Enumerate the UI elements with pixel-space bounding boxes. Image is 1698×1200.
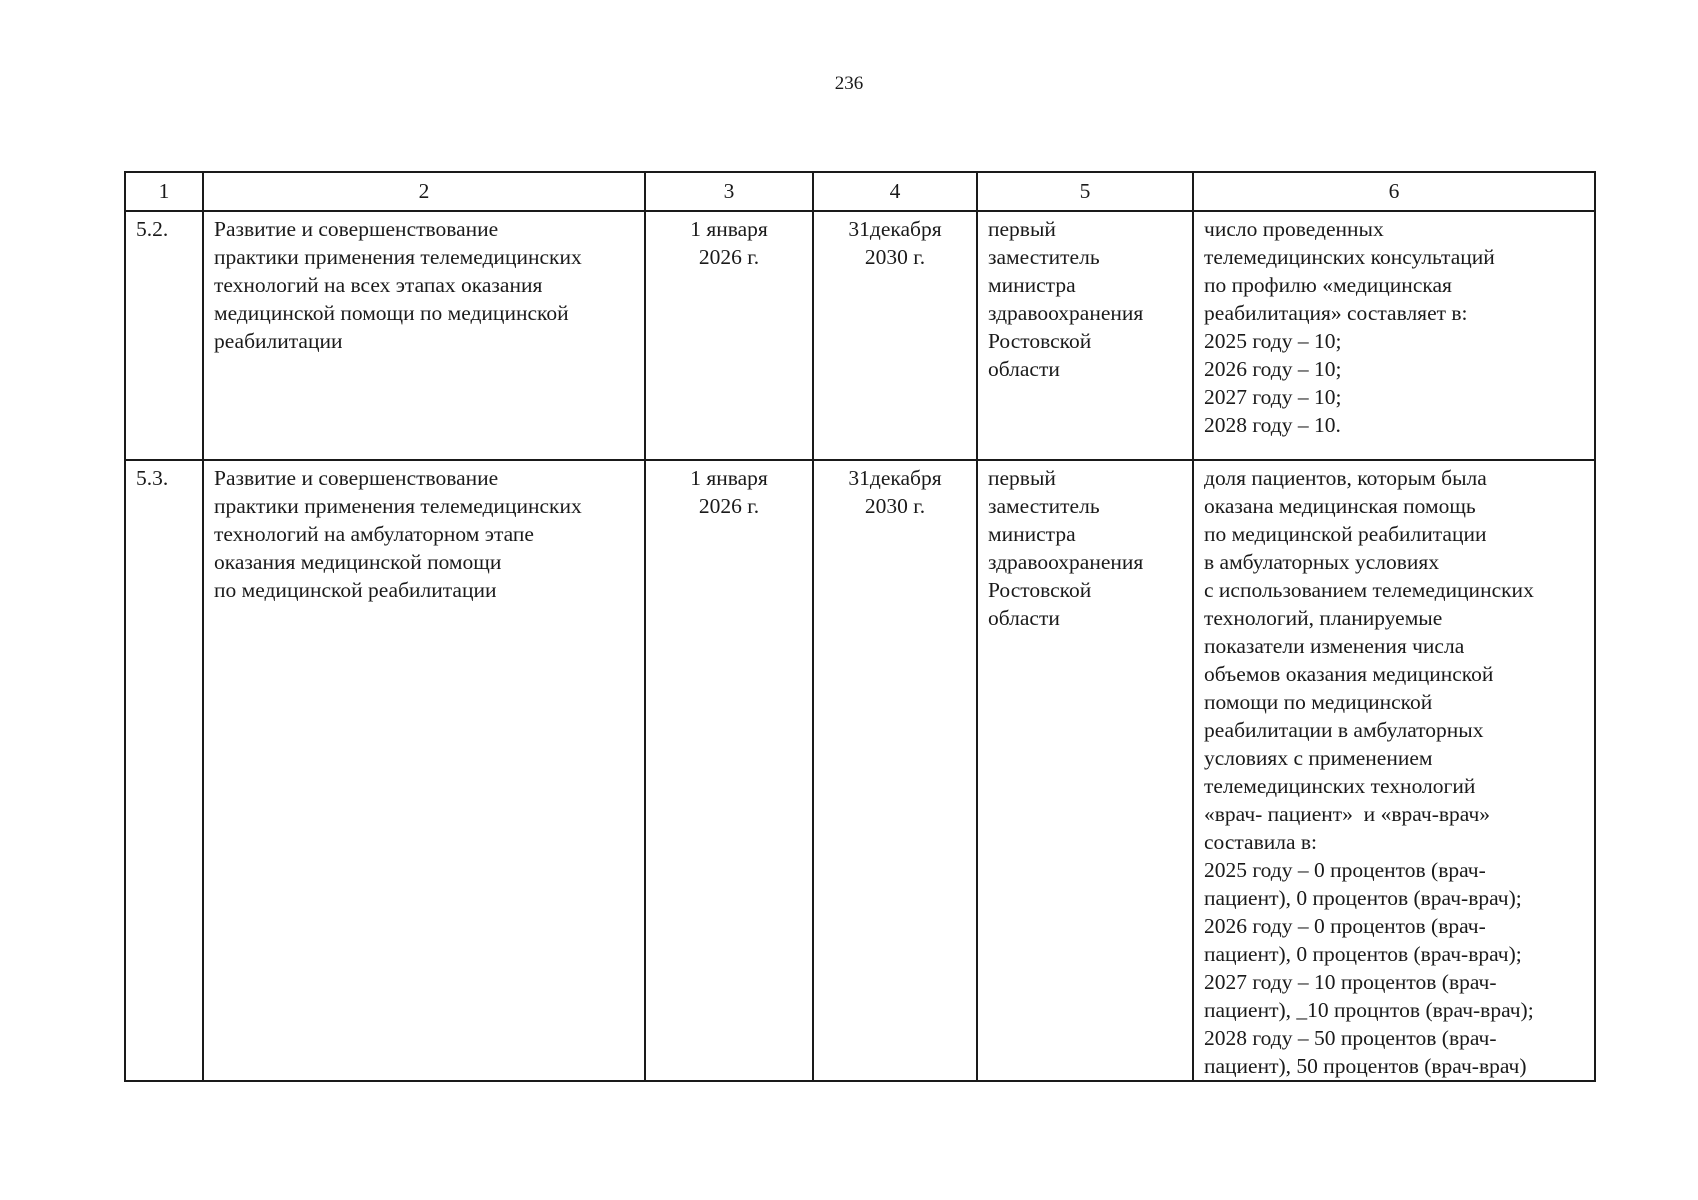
result-line: условиях с применением	[1204, 746, 1433, 770]
responsible-line: первый	[988, 466, 1056, 490]
result-line: оказана медицинская помощь	[1204, 494, 1476, 518]
column-number-5: 5	[977, 172, 1193, 211]
responsible-line: Ростовской	[988, 578, 1092, 602]
activity-line: технологий на всех этапах оказания	[214, 273, 543, 297]
result-line: показатели изменения числа	[1204, 634, 1465, 658]
responsible-line: министра	[988, 522, 1076, 546]
responsible-line: Ростовской	[988, 329, 1092, 353]
responsible-line: заместитель	[988, 245, 1100, 269]
table-row-5-3	[125, 460, 1595, 1081]
start-date-line: 1 января	[690, 217, 768, 241]
column-number-row	[125, 172, 1595, 211]
activity-line: по медицинской реабилитации	[214, 578, 497, 602]
row-number-cell: 5.3.	[125, 460, 203, 1081]
responsible-line: области	[988, 606, 1060, 630]
result-line: 2028 году – 10.	[1204, 413, 1341, 437]
result-line: помощи по медицинской	[1204, 690, 1433, 714]
table-row-5-2	[125, 211, 1595, 460]
result-line: 2027 году – 10;	[1204, 385, 1342, 409]
column-number-3: 3	[645, 172, 813, 211]
result-line: число проведенных	[1204, 217, 1384, 241]
responsible-cell	[977, 460, 1193, 1081]
start-date-cell	[645, 211, 813, 460]
responsible-line: здравоохранения	[988, 301, 1144, 325]
column-number-1: 1	[125, 172, 203, 211]
activity-line: Развитие и совершенствование	[214, 217, 499, 241]
column-number-6: 6	[1193, 172, 1595, 211]
responsible-line: заместитель	[988, 494, 1100, 518]
activity-line: практики применения телемедицинских	[214, 494, 582, 518]
result-line: доля пациентов, которым была	[1204, 466, 1487, 490]
start-date-line: 2026 г.	[698, 245, 760, 269]
result-line: пациент), 50 процентов (врач-врач)	[1204, 1054, 1527, 1078]
column-number-2: 2	[203, 172, 645, 211]
activity-cell	[203, 460, 645, 1081]
result-line: 2025 году – 10;	[1204, 329, 1342, 353]
end-date-line: 2030 г.	[864, 494, 926, 518]
result-line: в амбулаторных условиях	[1204, 550, 1440, 574]
result-line: 2025 году – 0 процентов (врач-	[1204, 858, 1486, 882]
end-date-line: 2030 г.	[864, 245, 926, 269]
result-line: пациент), _10 процнтов (врач-врач);	[1204, 998, 1534, 1022]
plan-table	[124, 171, 1596, 1082]
end-date-line: 31декабря	[848, 466, 942, 490]
row-number-cell: 5.2.	[125, 211, 203, 460]
start-date-line: 1 января	[690, 466, 768, 490]
result-line: 2026 году – 10;	[1204, 357, 1342, 381]
result-line: 2027 году – 10 процентов (врач-	[1204, 970, 1497, 994]
activity-line: Развитие и совершенствование	[214, 466, 499, 490]
column-number-4: 4	[813, 172, 977, 211]
activity-cell	[203, 211, 645, 460]
activity-line: реабилитации	[214, 329, 343, 353]
result-line: телемедицинских технологий	[1204, 774, 1476, 798]
result-line: 2028 году – 50 процентов (врач-	[1204, 1026, 1497, 1050]
activity-line: практики применения телемедицинских	[214, 245, 582, 269]
result-cell	[1193, 460, 1595, 1081]
result-line: по профилю «медицинская	[1204, 273, 1452, 297]
result-line: телемедицинских консультаций	[1204, 245, 1495, 269]
result-line: реабилитация» составляет в:	[1204, 301, 1468, 325]
result-cell	[1193, 211, 1595, 460]
responsible-line: области	[988, 357, 1060, 381]
responsible-line: здравоохранения	[988, 550, 1144, 574]
start-date-cell	[645, 460, 813, 1081]
activity-line: технологий на амбулаторном этапе	[214, 522, 534, 546]
responsible-cell	[977, 211, 1193, 460]
end-date-cell	[813, 211, 977, 460]
end-date-line: 31декабря	[848, 217, 942, 241]
result-line: составила в:	[1204, 830, 1318, 854]
end-date-cell	[813, 460, 977, 1081]
result-line: реабилитации в амбулаторных	[1204, 718, 1484, 742]
result-line: пациент), 0 процентов (врач-врач);	[1204, 886, 1522, 910]
activity-line: медицинской помощи по медицинской	[214, 301, 569, 325]
result-line: с использованием телемедицинских	[1204, 578, 1534, 602]
result-line: объемов оказания медицинской	[1204, 662, 1494, 686]
activity-line: оказания медицинской помощи	[214, 550, 502, 574]
start-date-line: 2026 г.	[698, 494, 760, 518]
page-number: 236	[834, 73, 864, 94]
result-line: по медицинской реабилитации	[1204, 522, 1487, 546]
result-line: технологий, планируемые	[1204, 606, 1443, 630]
result-line: «врач- пациент» и «врач-врач»	[1204, 802, 1491, 826]
responsible-line: первый	[988, 217, 1056, 241]
responsible-line: министра	[988, 273, 1076, 297]
result-line: пациент), 0 процентов (врач-врач);	[1204, 942, 1522, 966]
result-line: 2026 году – 0 процентов (врач-	[1204, 914, 1486, 938]
